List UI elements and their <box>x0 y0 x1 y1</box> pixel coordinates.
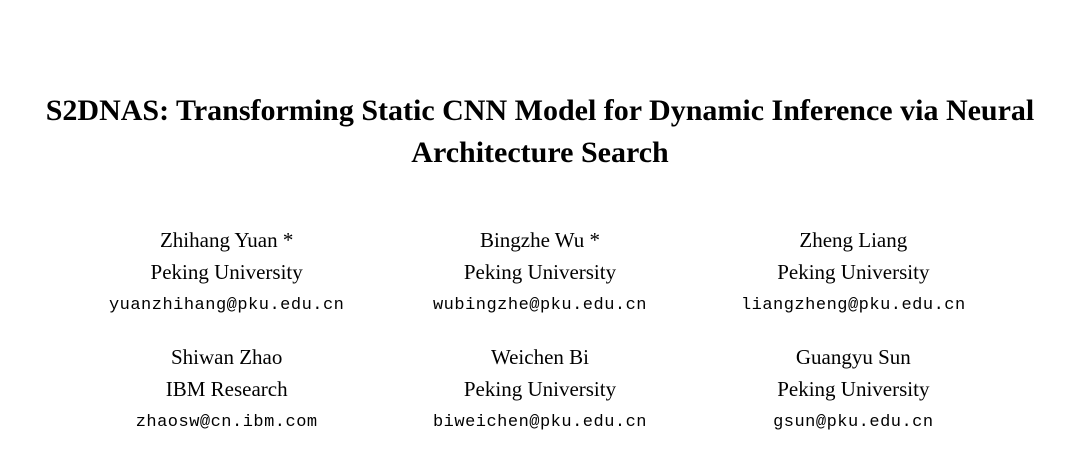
author-affiliation: Peking University <box>463 260 617 284</box>
paper-title-line-2: Architecture Search <box>411 136 669 169</box>
author-name: Bingzhe Wu * <box>479 228 601 252</box>
author-name: Weichen Bi <box>490 345 589 369</box>
author-block-guangyu-sun <box>697 341 1010 434</box>
author-email: biweichen@pku.edu.cn <box>432 413 648 432</box>
author-name: Zhihang Yuan * <box>159 228 294 252</box>
author-block-zhihang-yuan <box>70 224 383 317</box>
paper-title <box>0 0 1080 174</box>
author-block-zheng-liang <box>697 224 1010 317</box>
author-name: Shiwan Zhao <box>170 345 283 369</box>
author-email: yuanzhihang@pku.edu.cn <box>108 296 345 315</box>
author-affiliation: Peking University <box>463 377 617 401</box>
author-affiliation: Peking University <box>777 377 930 401</box>
authors-grid <box>70 224 1010 434</box>
author-block-weichen-bi <box>383 341 696 434</box>
author-email: liangzheng@pku.edu.cn <box>740 296 966 315</box>
author-affiliation: Peking University <box>777 260 930 284</box>
author-affiliation: Peking University <box>150 260 303 284</box>
author-email: wubingzhe@pku.edu.cn <box>432 296 648 315</box>
author-email: gsun@pku.edu.cn <box>773 413 934 432</box>
author-block-shiwan-zhao <box>70 341 383 434</box>
author-name: Zheng Liang <box>799 228 908 252</box>
author-name: Guangyu Sun <box>795 345 911 369</box>
author-affiliation: IBM Research <box>165 377 288 401</box>
author-email: zhaosw@cn.ibm.com <box>135 413 318 432</box>
author-block-bingzhe-wu <box>383 224 696 317</box>
paper-title-line-1: S2DNAS: Transforming Static CNN Model for Dynamic Inference via Neural <box>45 94 1035 127</box>
